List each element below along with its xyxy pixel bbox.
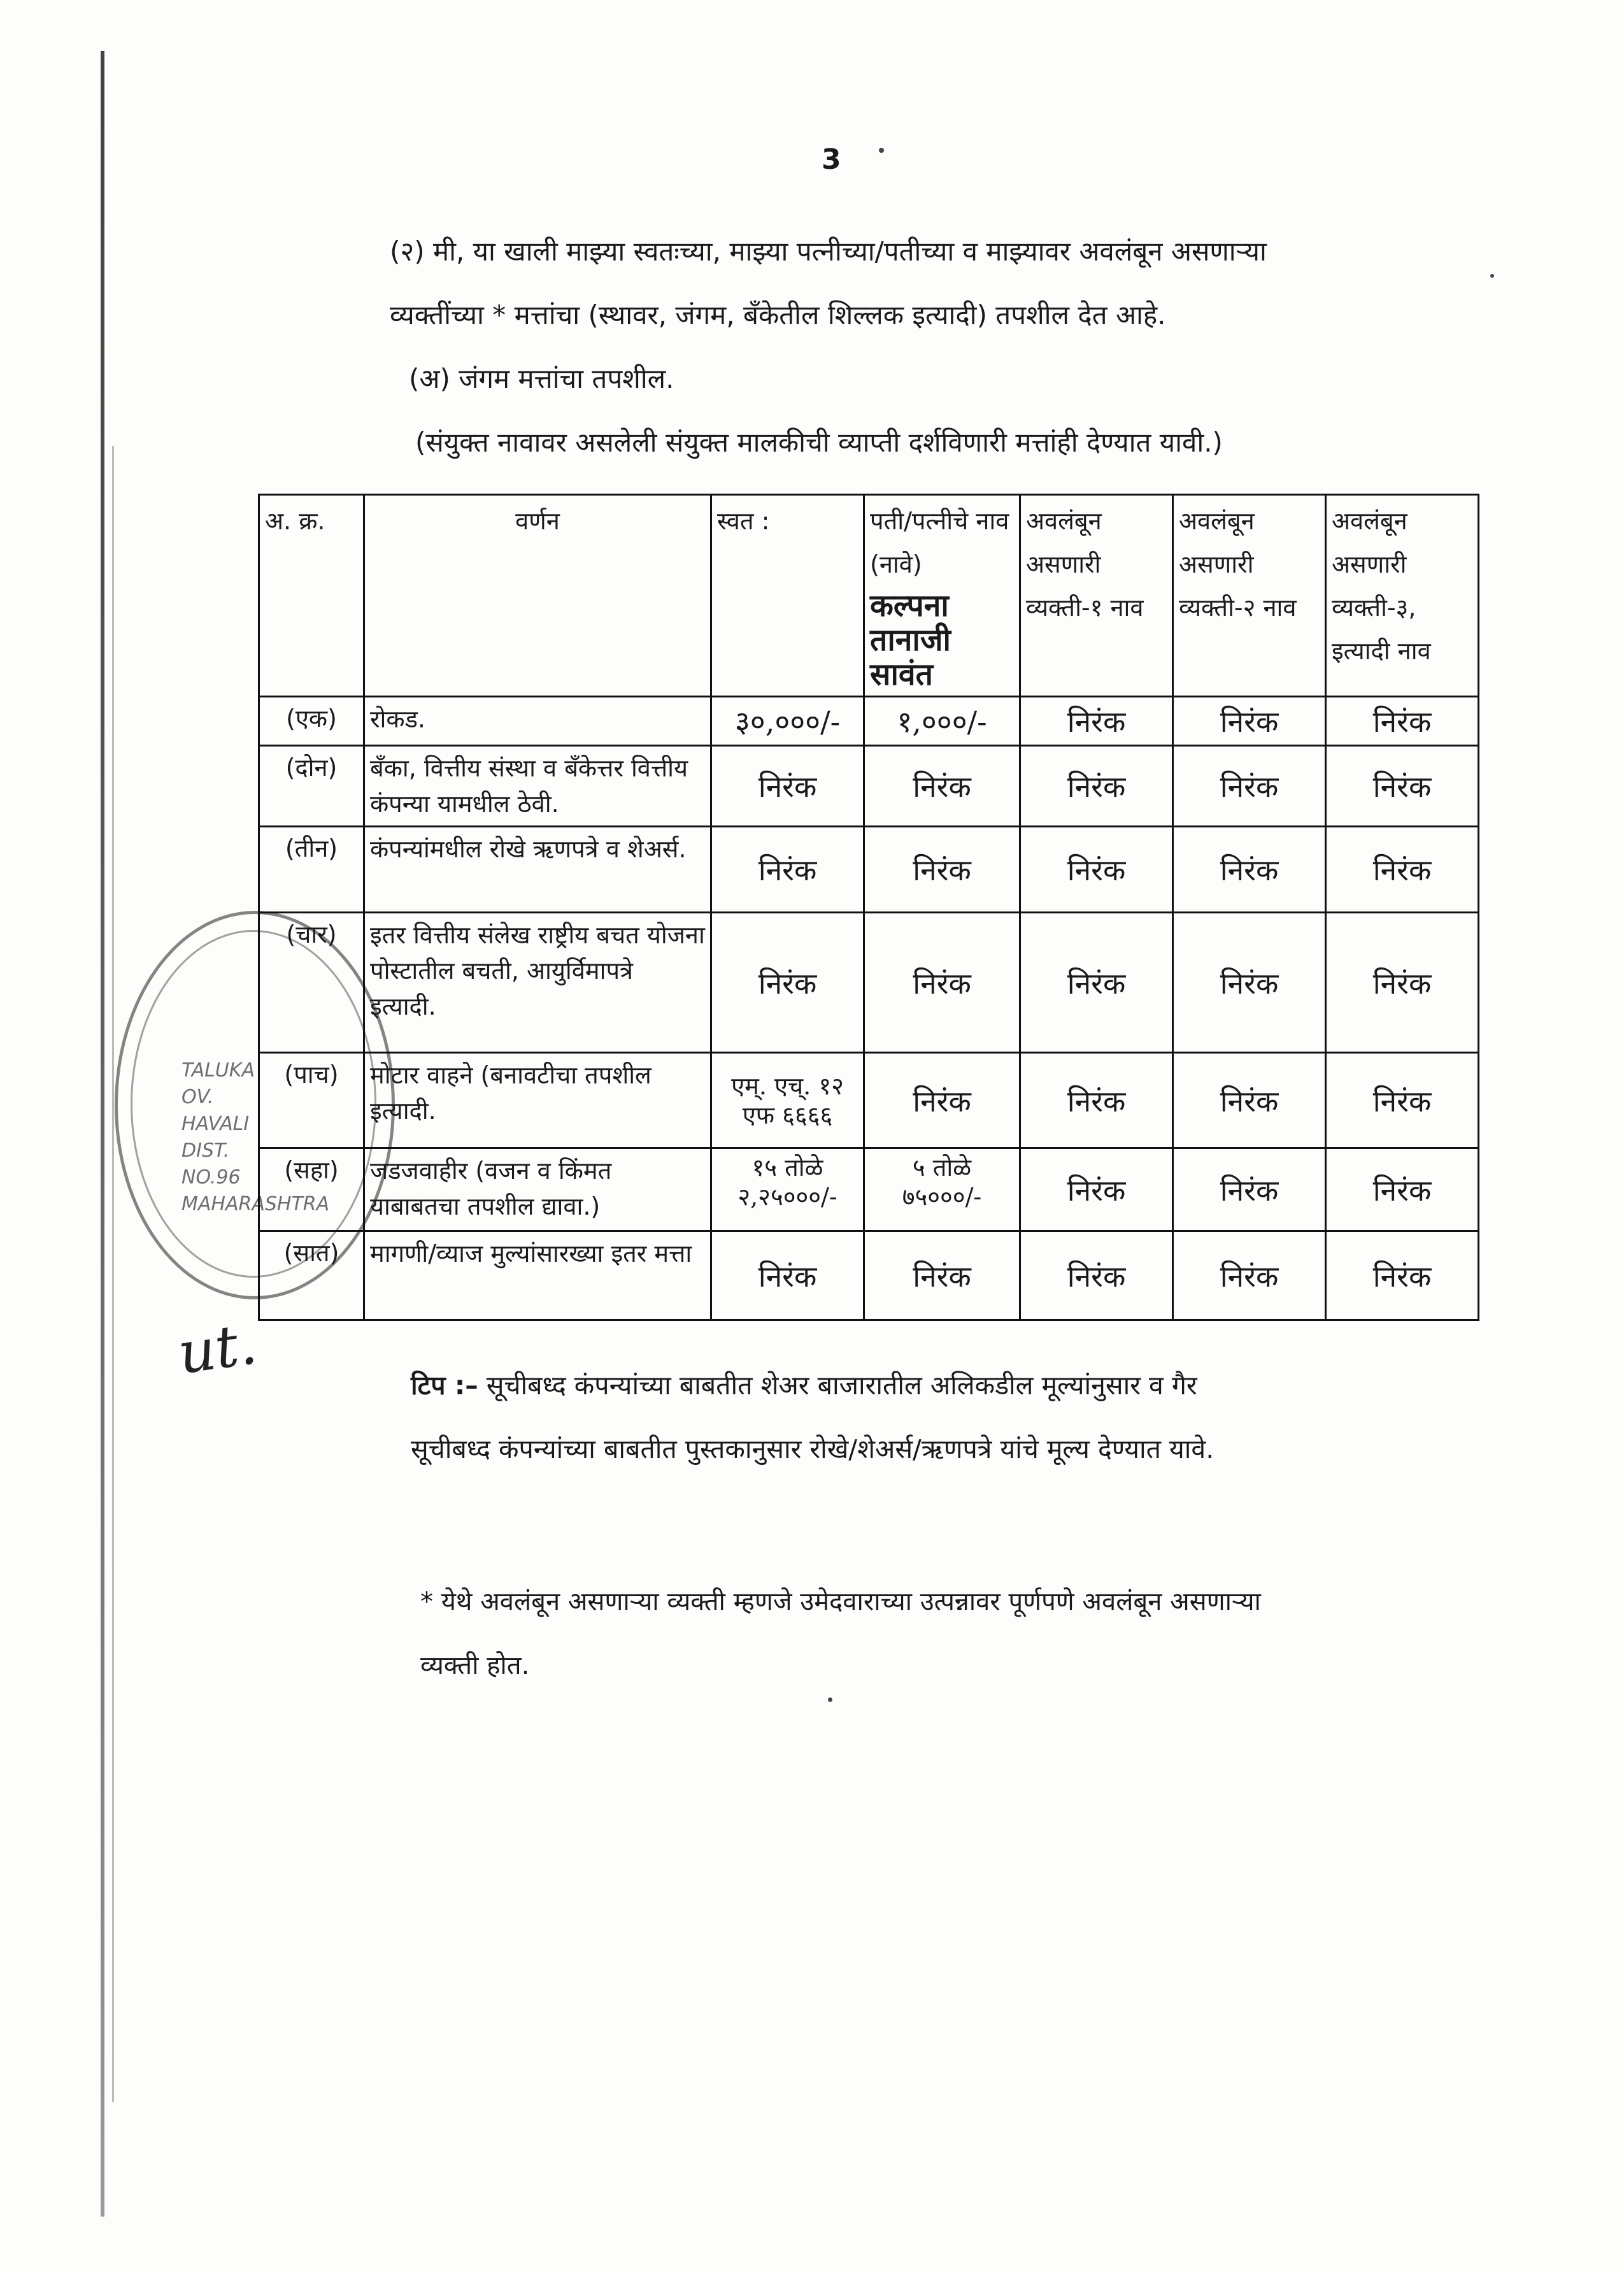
table-row xyxy=(259,1148,1479,1231)
row-description: मोटार वाहने (बनावटीचा तपशील इत्यादी. xyxy=(364,1053,711,1148)
header-description: वर्णन xyxy=(364,495,711,697)
row-serial: (पाच) xyxy=(259,1053,364,1148)
note-line-1 xyxy=(411,1354,1493,1417)
row-self-value: ३०,०००/- xyxy=(711,697,864,746)
row-self-value: १५ तोळे २,२५०००/- xyxy=(711,1148,864,1231)
footnote-line-2: व्यक्ती होत. xyxy=(420,1651,530,1680)
scan-speck xyxy=(879,148,884,153)
note-line-2: सूचीबध्द कंपन्यांच्या बाबतीत पुस्तकानुसार रोखे/शेअर्स/ऋणपत्रे यांचे मूल्य देण्यात यावे. xyxy=(411,1434,1214,1464)
header-spouse xyxy=(864,495,1020,697)
table-header-row xyxy=(259,495,1479,697)
spouse-name-handwritten: कल्पना तानाजी सावंत xyxy=(870,588,951,692)
note-text-1: सूचीबध्द कंपन्यांच्या बाबतीत शेअर बाजारातील अलिकडील मूल्यांनुसार व गैर xyxy=(486,1370,1197,1401)
row-dependent-1-value: निरंक xyxy=(1020,746,1173,827)
scan-margin-line-secondary xyxy=(112,446,114,2102)
row-dependent-1-value: निरंक xyxy=(1020,697,1173,746)
row-description: इतर वित्तीय संलेख राष्ट्रीय बचत योजना पोस्टातील बचती, आयुर्विमापत्रे इत्यादी. xyxy=(364,913,711,1053)
footnote-line-1: * येथे अवलंबून असणाऱ्या व्यक्ती म्हणजे उमेदवाराच्या उत्पन्नावर पूर्णपणे अवलंबून असणाऱ्या xyxy=(420,1587,1261,1617)
header-dependent-3: अवलंबून असणारी व्यक्ती-३, इत्यादी नाव xyxy=(1326,495,1479,697)
table-row xyxy=(259,746,1479,827)
header-serial: अ. क्र. xyxy=(259,495,364,697)
row-spouse-value: निरंक xyxy=(864,1053,1020,1148)
header-spouse-label: पती/पत्नीचे नाव (नावे) xyxy=(870,507,1009,578)
handwritten-signature: ut. xyxy=(174,1310,261,1388)
row-dependent-3-value: निरंक xyxy=(1326,827,1479,913)
row-self-value: निरंक xyxy=(711,746,864,827)
row-serial: (सहा) xyxy=(259,1148,364,1231)
row-dependent-2-value: निरंक xyxy=(1173,1053,1326,1148)
page-number: 3 xyxy=(822,143,841,176)
row-self-value: निरंक xyxy=(711,1231,864,1320)
scan-speck xyxy=(828,1697,832,1702)
row-description: रोकड. xyxy=(364,697,711,746)
table-row xyxy=(259,697,1479,746)
row-serial: (दोन) xyxy=(259,746,364,827)
row-dependent-1-value: निरंक xyxy=(1020,1053,1173,1148)
scan-margin-line xyxy=(101,51,104,2217)
intro-line-2: व्यक्तींच्या * मत्तांचा (स्थावर, जंगम, बँकेतील शिल्लक इत्यादी) तपशील देत आहे. xyxy=(390,299,1166,331)
note-section xyxy=(411,1354,1493,1481)
row-spouse-value: निरंक xyxy=(864,827,1020,913)
row-description: मागणी/व्याज मुल्यांसारख्या इतर मत्ता xyxy=(364,1231,711,1320)
row-self-value: निरंक xyxy=(711,913,864,1053)
note-label: टिप :– xyxy=(411,1370,478,1401)
table-row xyxy=(259,913,1479,1053)
row-dependent-2-value: निरंक xyxy=(1173,697,1326,746)
table-row xyxy=(259,827,1479,913)
intro-text xyxy=(390,220,1504,475)
row-dependent-3-value: निरंक xyxy=(1326,697,1479,746)
row-dependent-1-value: निरंक xyxy=(1020,913,1173,1053)
row-spouse-value: निरंक xyxy=(864,913,1020,1053)
row-dependent-2-value: निरंक xyxy=(1173,746,1326,827)
row-spouse-value: १,०००/- xyxy=(864,697,1020,746)
header-dependent-1: अवलंबून असणारी व्यक्ती-१ नाव xyxy=(1020,495,1173,697)
row-description: जडजवाहीर (वजन व किंमत याबाबतचा तपशील द्यावा.) xyxy=(364,1148,711,1231)
intro-line-3: (अ) जंगम मत्तांचा तपशील. xyxy=(409,363,674,394)
movable-assets-table xyxy=(258,494,1479,1321)
row-serial: (सात) xyxy=(259,1231,364,1320)
intro-line-1: (२) मी, या खाली माझ्या स्वतःच्या, माझ्या पत्नीच्या/पतीच्या व माझ्यावर अवलंबून असणाऱ्या xyxy=(390,236,1267,267)
row-dependent-3-value: निरंक xyxy=(1326,746,1479,827)
header-self: स्वत : xyxy=(711,495,864,697)
row-serial: (चार) xyxy=(259,913,364,1053)
row-spouse-value: ५ तोळे ७५०००/- xyxy=(864,1148,1020,1231)
header-dependent-2: अवलंबून असणारी व्यक्ती-२ नाव xyxy=(1173,495,1326,697)
row-dependent-1-value: निरंक xyxy=(1020,1148,1173,1231)
row-dependent-2-value: निरंक xyxy=(1173,1231,1326,1320)
row-self-value: एम्. एच्. १२ एफ ६६६६ xyxy=(711,1053,864,1148)
row-dependent-2-value: निरंक xyxy=(1173,913,1326,1053)
row-dependent-1-value: निरंक xyxy=(1020,827,1173,913)
row-self-value: निरंक xyxy=(711,827,864,913)
scan-speck xyxy=(1490,274,1494,278)
row-description: बँका, वित्तीय संस्था व बँकेत्तर वित्तीय कंपन्या यामधील ठेवी. xyxy=(364,746,711,827)
row-dependent-3-value: निरंक xyxy=(1326,1148,1479,1231)
row-serial: (एक) xyxy=(259,697,364,746)
row-dependent-2-value: निरंक xyxy=(1173,827,1326,913)
row-spouse-value: निरंक xyxy=(864,746,1020,827)
row-description: कंपन्यांमधील रोखे ऋणपत्रे व शेअर्स. xyxy=(364,827,711,913)
row-spouse-value: निरंक xyxy=(864,1231,1020,1320)
table-row xyxy=(259,1231,1479,1320)
row-serial: (तीन) xyxy=(259,827,364,913)
footnote-section xyxy=(420,1570,1503,1697)
intro-line-4: (संयुक्त नावावर असलेली संयुक्त मालकीची व्याप्ती दर्शविणारी मत्तांही देण्यात यावी.) xyxy=(415,427,1223,458)
table-row xyxy=(259,1053,1479,1148)
official-stamp-text: TALUKA OV. HAVALI DIST. NO.96 MAHARASHTRA xyxy=(182,1059,330,1215)
row-dependent-3-value: निरंक xyxy=(1326,1053,1479,1148)
row-dependent-3-value: निरंक xyxy=(1326,913,1479,1053)
row-dependent-1-value: निरंक xyxy=(1020,1231,1173,1320)
row-dependent-3-value: निरंक xyxy=(1326,1231,1479,1320)
row-dependent-2-value: निरंक xyxy=(1173,1148,1326,1231)
